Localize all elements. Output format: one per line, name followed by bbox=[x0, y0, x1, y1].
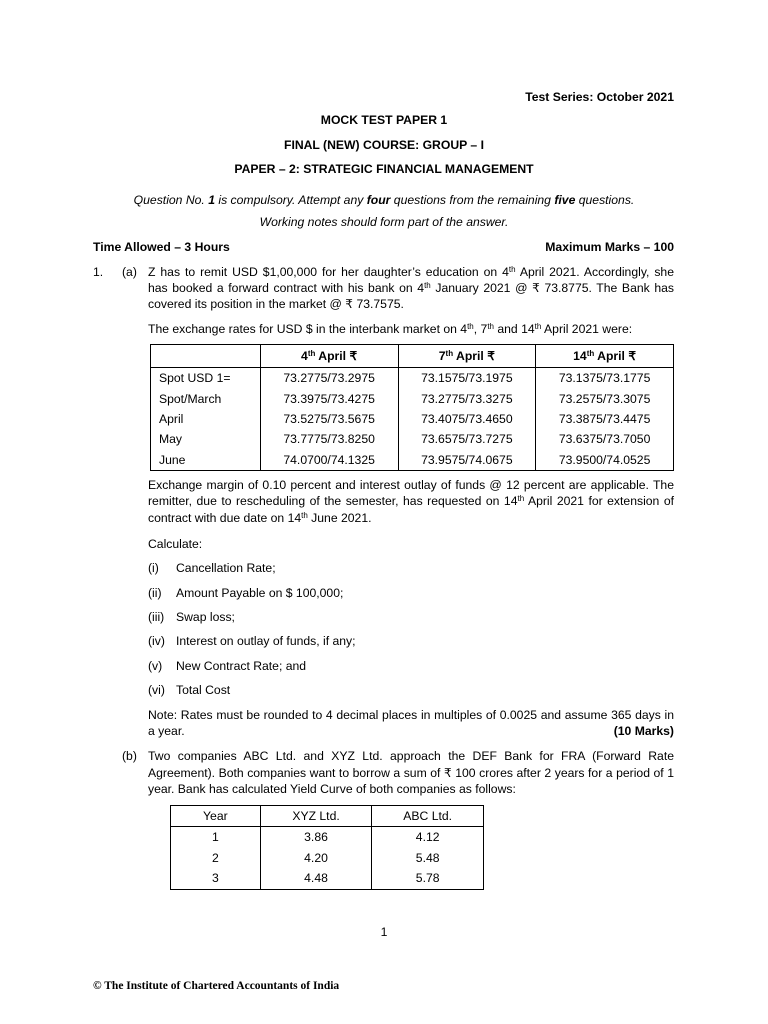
text: and 14 bbox=[493, 322, 535, 336]
item-number: (iii) bbox=[148, 610, 165, 624]
instr-text: questions. bbox=[575, 193, 635, 207]
instr-text: is compulsory. Attempt any bbox=[214, 193, 367, 207]
table-cell: 3.86 bbox=[260, 827, 372, 848]
table-cell: 73.2775/73.2975 bbox=[260, 368, 398, 389]
part-b-label: (b) bbox=[122, 749, 137, 763]
table-cell: 73.1575/73.1975 bbox=[398, 368, 536, 389]
table-cell: 73.2775/73.3275 bbox=[398, 388, 536, 408]
row-label: April bbox=[151, 409, 261, 429]
table-header-cell: ABC Ltd. bbox=[372, 806, 484, 827]
text: , 7 bbox=[473, 322, 488, 336]
table-cell: 4.48 bbox=[260, 868, 372, 889]
test-series-label: Test Series: October 2021 bbox=[525, 90, 674, 104]
paper-title: MOCK TEST PAPER 1 bbox=[320, 113, 448, 127]
table-row bbox=[171, 827, 484, 848]
part-b-line3: year. Bank has calculated Yield Curve of both companies as follows: bbox=[148, 782, 516, 796]
note-line2: a year. bbox=[148, 724, 185, 738]
paper-subject: PAPER – 2: STRATEGIC FINANCIAL MANAGEMENT bbox=[234, 162, 534, 176]
sup: th bbox=[424, 281, 431, 290]
exchange-rates-table bbox=[150, 344, 674, 471]
sup: th bbox=[445, 349, 454, 358]
sup: th bbox=[467, 322, 474, 331]
sup: th bbox=[307, 349, 316, 358]
yield-curve-table bbox=[170, 805, 484, 890]
marks-label: (10 Marks) bbox=[613, 724, 674, 738]
rates-intro bbox=[148, 322, 632, 336]
table-header-cell bbox=[151, 345, 261, 368]
sup: th bbox=[586, 349, 595, 358]
sup: th bbox=[517, 494, 525, 503]
part-b-line1: Two companies ABC Ltd. and XYZ Ltd. approach the DEF Bank for FRA (Forward Rate bbox=[148, 749, 674, 763]
item-text: Interest on outlay of funds, if any; bbox=[176, 634, 356, 648]
question-number: 1. bbox=[93, 265, 104, 279]
margin-line3 bbox=[148, 511, 372, 525]
part-a-label: (a) bbox=[122, 265, 137, 279]
table-cell: 4.20 bbox=[260, 848, 372, 869]
table-cell: 73.6575/73.7275 bbox=[398, 429, 536, 449]
course-title: FINAL (NEW) COURSE: GROUP – I bbox=[284, 138, 484, 152]
table-header-cell bbox=[260, 345, 398, 368]
calculate-label: Calculate: bbox=[148, 537, 203, 551]
table-header-cell bbox=[536, 345, 674, 368]
instr-bold: 1 bbox=[208, 193, 215, 207]
table-header-row bbox=[171, 806, 484, 827]
table-row bbox=[151, 450, 674, 471]
table-row bbox=[171, 848, 484, 869]
text: Z has to remit USD $1,00,000 for her daughter’s education on 4 bbox=[148, 265, 509, 279]
instr-text: Question No. bbox=[133, 193, 209, 207]
item-number: (vi) bbox=[148, 683, 165, 697]
table-cell: 73.3975/73.4275 bbox=[260, 388, 398, 408]
note-line1: Note: Rates must be rounded to 4 decimal places in multiples of 0.0025 and assume 365 days in bbox=[148, 708, 674, 722]
item-text: Amount Payable on $ 100,000; bbox=[176, 586, 344, 600]
table-cell: 73.9500/74.0525 bbox=[536, 450, 674, 471]
table-cell: 1 bbox=[171, 827, 261, 848]
text: The exchange rates for USD $ in the interbank market on 4 bbox=[148, 322, 468, 336]
table-cell: 2 bbox=[171, 848, 261, 869]
table-cell: 73.9575/74.0675 bbox=[398, 450, 536, 471]
text: 4 bbox=[301, 349, 308, 363]
table-cell: 74.0700/74.1325 bbox=[260, 450, 398, 471]
table-cell: 73.5275/73.5675 bbox=[260, 409, 398, 429]
text: April 2021 were: bbox=[541, 322, 633, 336]
footer-copyright: © The Institute of Chartered Accountants of India bbox=[93, 980, 340, 992]
item-number: (v) bbox=[148, 659, 163, 673]
table-cell: 73.6375/73.7050 bbox=[536, 429, 674, 449]
text: April ₹ bbox=[315, 349, 358, 363]
table-cell: 5.48 bbox=[372, 848, 484, 869]
table-row bbox=[151, 409, 674, 429]
sup: th bbox=[508, 265, 516, 274]
table-cell: 5.78 bbox=[372, 868, 484, 889]
text: April ₹ bbox=[594, 349, 637, 363]
instr-bold: five bbox=[554, 193, 576, 207]
sup: th bbox=[301, 511, 308, 520]
text: April 2021. Accordingly, she bbox=[515, 265, 674, 279]
text: April 2021 for extension of bbox=[524, 494, 674, 508]
table-cell: 4.12 bbox=[372, 827, 484, 848]
item-text: New Contract Rate; and bbox=[176, 659, 307, 673]
table-header-cell: XYZ Ltd. bbox=[260, 806, 372, 827]
table-header-cell: Year bbox=[171, 806, 261, 827]
part-b-line2: Agreement). Both companies want to borrow a sum of ₹ 100 crores after 2 years for a period of 1 bbox=[148, 766, 674, 780]
text: has booked a forward contract with his bank on 4 bbox=[148, 281, 425, 295]
item-text: Total Cost bbox=[176, 683, 231, 697]
instr-bold: four bbox=[366, 193, 391, 207]
row-label: Spot USD 1= bbox=[151, 368, 261, 389]
table-row bbox=[151, 429, 674, 449]
row-label: Spot/March bbox=[151, 388, 261, 408]
item-number: (ii) bbox=[148, 586, 162, 600]
table-cell: 3 bbox=[171, 868, 261, 889]
table-row bbox=[151, 388, 674, 408]
text: April ₹ bbox=[453, 349, 495, 363]
instr-text: questions from the remaining bbox=[390, 193, 555, 207]
row-label: May bbox=[151, 429, 261, 449]
table-row bbox=[151, 368, 674, 389]
table-header-row bbox=[151, 345, 674, 368]
item-number: (iv) bbox=[148, 634, 165, 648]
text: contract with due date on 14 bbox=[148, 511, 302, 525]
table-header-cell bbox=[398, 345, 536, 368]
maximum-marks: Maximum Marks – 100 bbox=[545, 240, 674, 254]
instructions-line2: Working notes should form part of the answer. bbox=[259, 215, 509, 229]
table-row bbox=[171, 868, 484, 889]
text: 7 bbox=[438, 349, 446, 363]
margin-line1: Exchange margin of 0.10 percent and interest outlay of funds @ 12 percent are applicable. The bbox=[148, 478, 674, 492]
text: June 2021. bbox=[307, 511, 372, 525]
table-cell: 73.1375/73.1775 bbox=[536, 368, 674, 389]
text: 14 bbox=[573, 349, 587, 363]
row-label: June bbox=[151, 450, 261, 471]
table-cell: 73.3875/73.4475 bbox=[536, 409, 674, 429]
sup: th bbox=[487, 322, 494, 331]
text: January 2021 @ ₹ 73.8775. The Bank has bbox=[430, 281, 674, 295]
part-a-line1 bbox=[148, 265, 674, 279]
part-a-line3: covered its position in the market @ ₹ 73.7575. bbox=[148, 297, 404, 311]
time-allowed: Time Allowed – 3 Hours bbox=[93, 240, 230, 254]
text: remitter, due to rescheduling of the semester, has requested on 14 bbox=[148, 494, 518, 508]
instructions-line1 bbox=[0, 193, 768, 207]
item-number: (i) bbox=[148, 561, 159, 575]
sup: th bbox=[534, 322, 542, 331]
part-a-line2 bbox=[148, 281, 674, 295]
item-text: Cancellation Rate; bbox=[176, 561, 276, 575]
table-cell: 73.7775/73.8250 bbox=[260, 429, 398, 449]
margin-line2 bbox=[148, 494, 674, 508]
table-cell: 73.4075/73.4650 bbox=[398, 409, 536, 429]
item-text: Swap loss; bbox=[176, 610, 235, 624]
page-number: 1 bbox=[380, 925, 388, 939]
table-cell: 73.2575/73.3075 bbox=[536, 388, 674, 408]
